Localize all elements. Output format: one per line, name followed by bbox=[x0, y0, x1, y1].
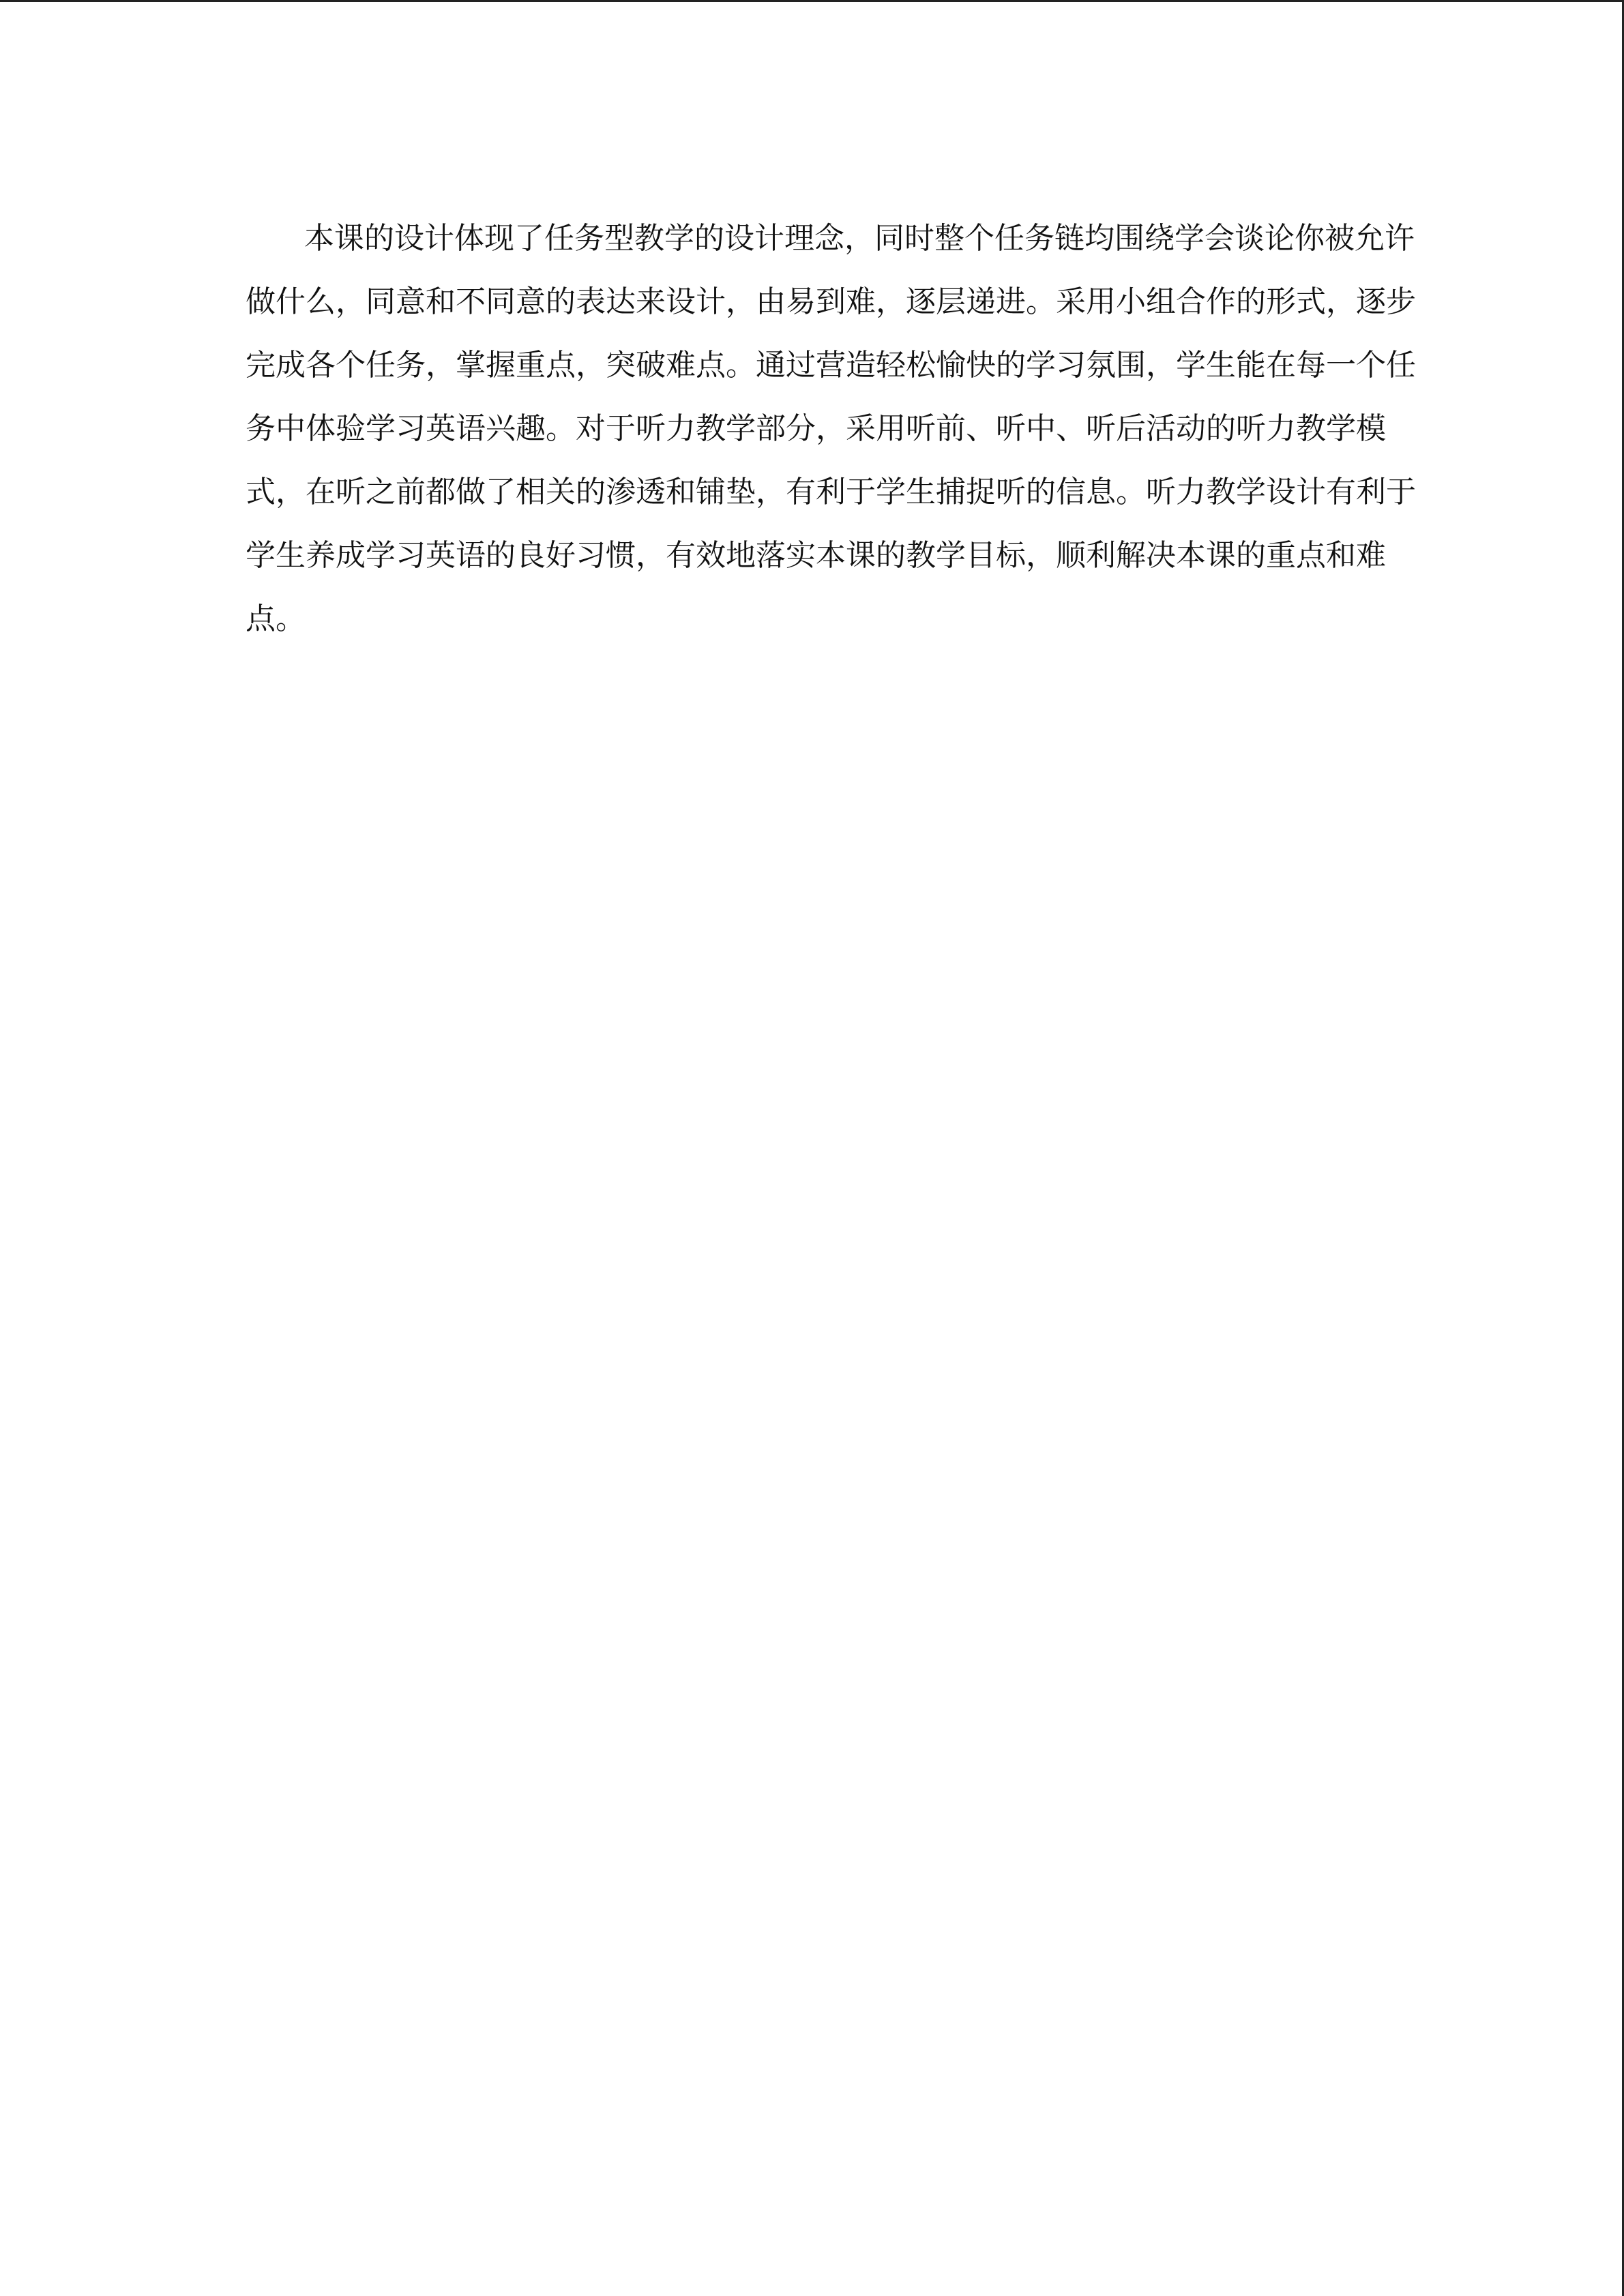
paragraph-line-3: 完成各个任务，掌握重点，突破难点。通过营造轻松愉快的学习氛围，学生能在每一个任 bbox=[246, 348, 1416, 383]
paragraph-line-7: 点。 bbox=[246, 601, 306, 636]
paragraph-line-1: 本课的设计体现了任务型教学的设计理念，同时整个任务链均围绕学会谈论你被允许 bbox=[304, 221, 1415, 256]
body-paragraph bbox=[246, 207, 1416, 651]
paragraph-line-5: 式，在听之前都做了相关的渗透和铺垫，有利于学生捕捉听的信息。听力教学设计有利于 bbox=[246, 475, 1416, 509]
paragraph-line-2: 做什么，同意和不同意的表达来设计，由易到难，逐层递进。采用小组合作的形式，逐步 bbox=[246, 284, 1416, 319]
paragraph-line-4: 务中体验学习英语兴趣。对于听力教学部分，采用听前、听中、听后活动的听力教学模 bbox=[246, 411, 1386, 446]
paragraph-line-6: 学生养成学习英语的良好习惯，有效地落实本课的教学目标，顺利解决本课的重点和难 bbox=[246, 538, 1386, 573]
